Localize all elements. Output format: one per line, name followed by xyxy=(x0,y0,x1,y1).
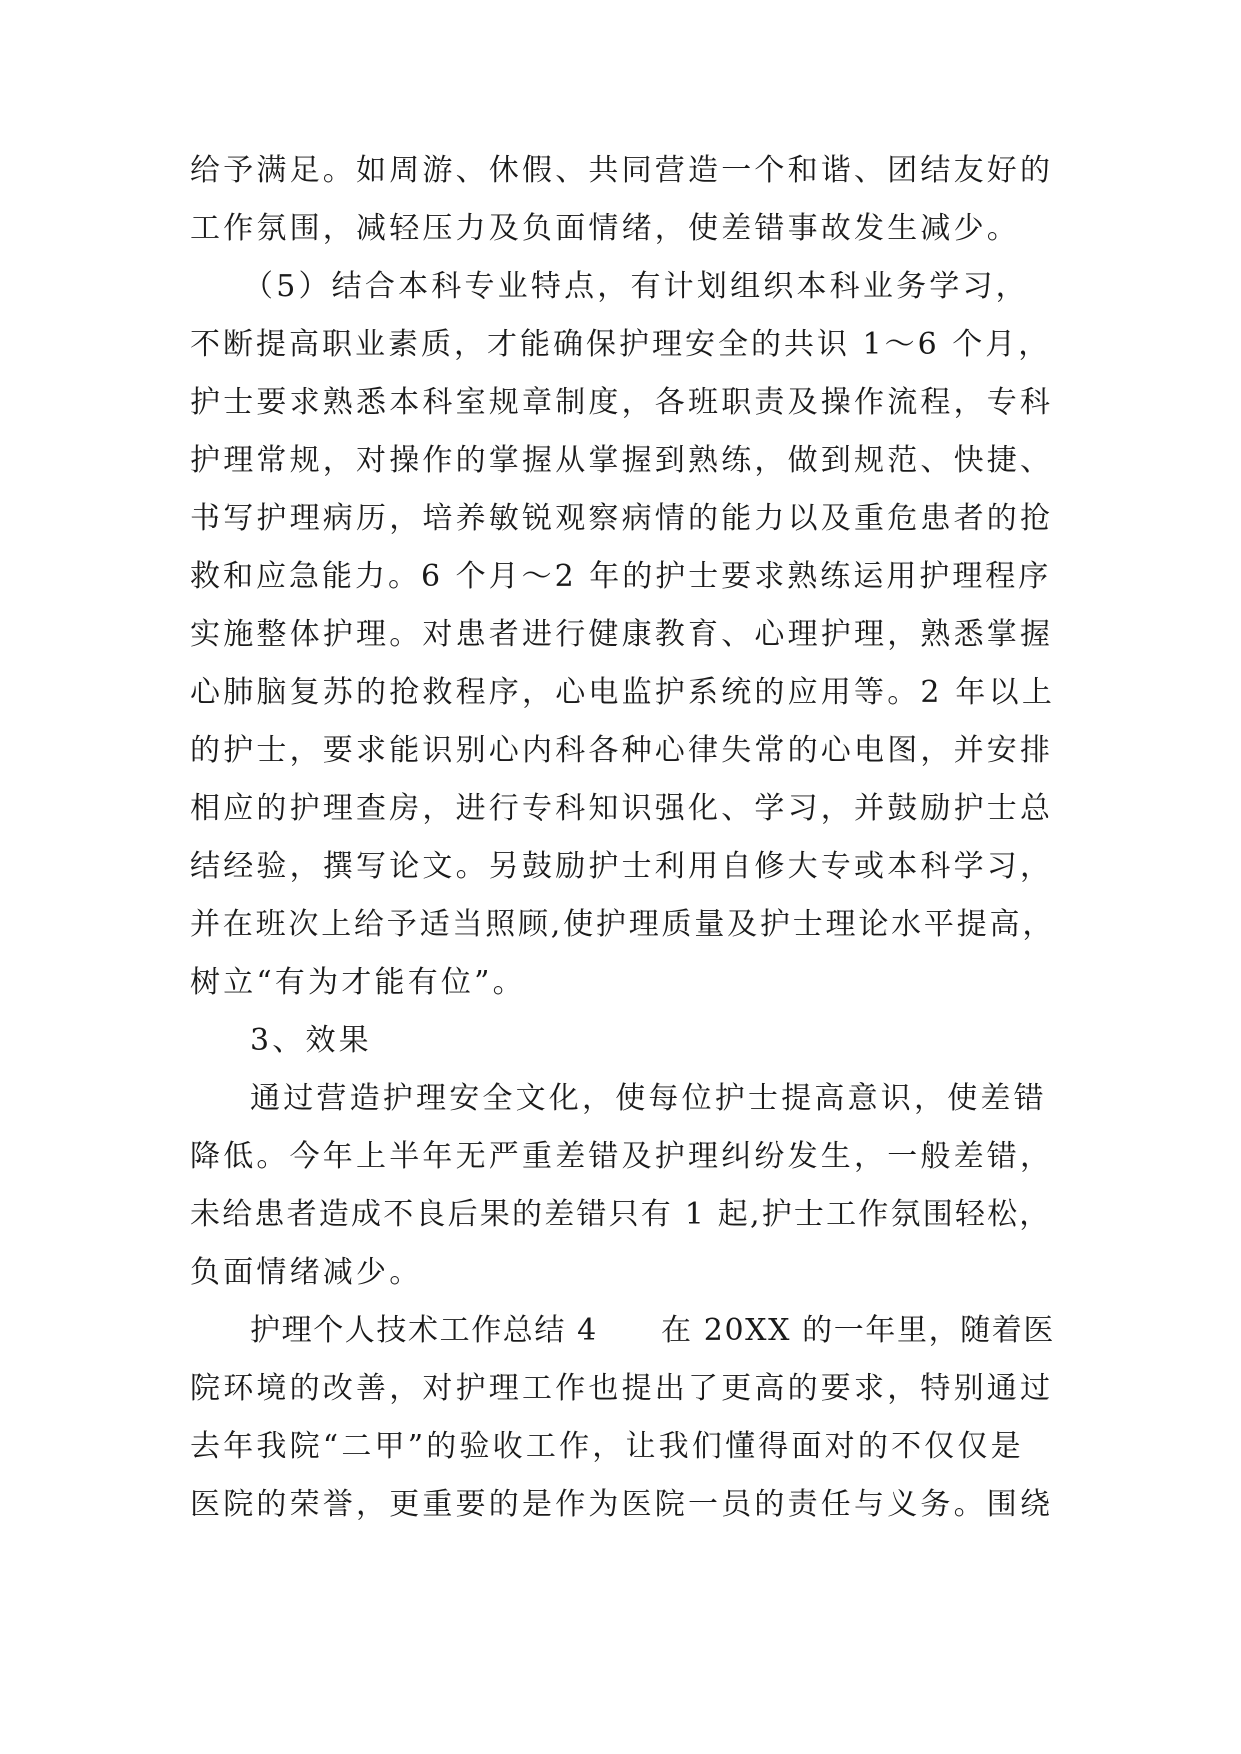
paragraph-line: 心肺脑复苏的抢救程序，心电监护系统的应用等。2 年以上 xyxy=(190,675,1056,710)
section-heading: 3、效果 xyxy=(250,1023,372,1058)
paragraph-line: 降低。今年上半年无严重差错及护理纠纷发生，一般差错， xyxy=(190,1139,1054,1174)
paragraph-line: 未给患者造成不良后果的差错只有 1 起,护士工作氛围轻松， xyxy=(190,1197,1052,1232)
paragraph-line: 实施整体护理。对患者进行健康教育、心理护理，熟悉掌握 xyxy=(190,617,1054,652)
paragraph-line: 树立“有为才能有位”。 xyxy=(190,965,526,1000)
paragraph-line: 通过营造护理安全文化，使每位护士提高意识，使差错 xyxy=(250,1081,1047,1116)
paragraph-line: 相应的护理查房，进行专科知识强化、学习，并鼓励护士总 xyxy=(190,791,1054,826)
paragraph-line: 的护士，要求能识别心内科各种心律失常的心电图，并安排 xyxy=(190,733,1054,768)
paragraph-line: 工作氛围，减轻压力及负面情绪，使差错事故发生减少。 xyxy=(190,211,1020,246)
paragraph-line: 院环境的改善，对护理工作也提出了更高的要求，特别通过 xyxy=(190,1371,1054,1406)
paragraph-line: 并在班次上给予适当照顾,使护理质量及护士理论水平提高， xyxy=(190,907,1056,942)
paragraph-line: 护理个人技术工作总结 4 在 20XX 的一年里，随着医 xyxy=(250,1313,1055,1348)
paragraph-line: 给予满足。如周游、休假、共同营造一个和谐、团结友好的 xyxy=(190,153,1054,188)
paragraph-line: （5）结合本科专业特点，有计划组织本科业务学习， xyxy=(243,269,1029,304)
paragraph-line: 负面情绪减少。 xyxy=(190,1255,423,1290)
paragraph-line: 护理常规，对操作的掌握从掌握到熟练，做到规范、快捷、 xyxy=(190,443,1054,478)
paragraph-line: 书写护理病历，培养敏锐观察病情的能力以及重危患者的抢 xyxy=(190,501,1054,536)
paragraph-line: 不断提高职业素质，才能确保护理安全的共识 1～6 个月， xyxy=(190,327,1052,362)
paragraph-line: 护士要求熟悉本科室规章制度，各班职责及操作流程，专科 xyxy=(190,385,1054,420)
paragraph-line: 结经验，撰写论文。另鼓励护士利用自修大专或本科学习， xyxy=(190,849,1054,884)
paragraph-line: 救和应急能力。6 个月～2 年的护士要求熟练运用护理程序 xyxy=(190,559,1052,594)
paragraph-line: 医院的荣誉，更重要的是作为医院一员的责任与义务。围绕 xyxy=(190,1487,1054,1522)
paragraph-line: 去年我院“二甲”的验收工作，让我们懂得面对的不仅仅是 xyxy=(190,1429,1024,1464)
